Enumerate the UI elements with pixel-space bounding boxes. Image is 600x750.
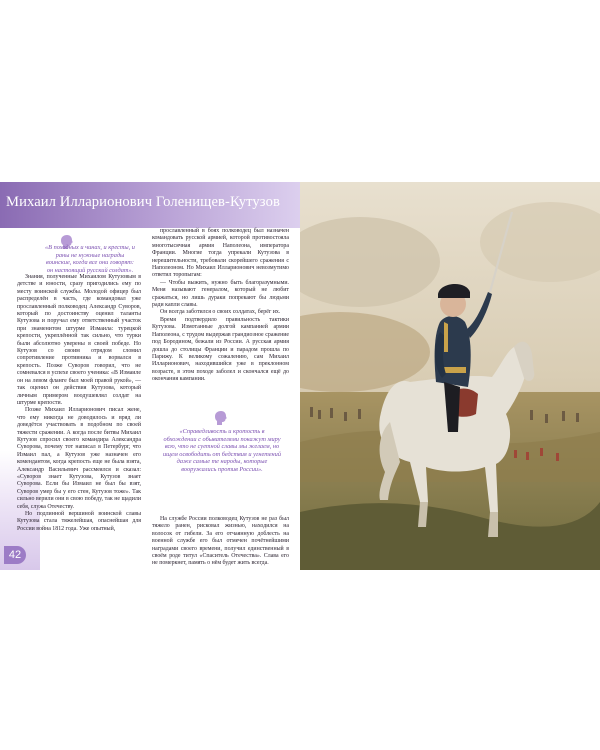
quote-bottom: «Справедливость и кротость в обхождении с обывателями покажут миру всю, что не суетной славы мы желаем, но ищем освободить от бедствия и угнетений даже самые те народы, которые вооружались против России». <box>163 428 281 473</box>
paragraph: Но подлинной вершиной воинской славы Кутузова стала тяжелейшая, опаснейшая для России война 1812 года. Уже опытный, <box>17 511 141 532</box>
paragraph: На службе России полководец Кутузов не раз был тяжело ранен, рисковал жизнью, находился на волосок от гибели. За его отчаянную доблесть на военной службе его был отмечен почётнейшими наградами своего времени, получил единственный в своём роде титул «Спаситель Отечества». Слава его не померкнет, память о нём будет жить всегда. <box>152 516 289 567</box>
paragraph: Он всегда заботился о своих солдатах, берёг их. <box>160 309 281 316</box>
silhouette-head-icon <box>214 410 228 426</box>
title-band <box>0 182 300 228</box>
page-title: Михаил Илларионович Голенищев-Кутузов <box>6 194 280 210</box>
left-page <box>0 228 300 570</box>
kutuzov-on-horse-painting <box>300 182 600 570</box>
paragraph: Позже Михаил Илларионович писал жене, что ему никогда не доводилось и вряд ли доведётся участвовать в подобном по своей тяжести сражении. А когда после битвы Михаил Кутузов спросил своего командира Александра Суворова, почему тот написал в Петербург, что Измаил пал, а Кутузов уже назначен его комендантом, когда крепость еще не была взята, Александр Васильевич рассмеялся и сказал: «Суворов знает Кутузова, Кутузов знает Суворова. Если бы Измаил не был бы взят, Суворов умер бы у его стен, Кутузов тоже». Так сильно верили они в свою победу, так не щадили себя, служа Отечеству. <box>17 407 141 510</box>
paragraph: — Чтобы выжить, нужно быть благоразумными. Меня называют генералом, который не любит сражаться, но лишь дураки попрекают бы людьми ради капли славы. <box>152 279 289 309</box>
paragraph: Знания, полученные Михаилом Кутузовым в детстве и юности, сразу пригодились ему по месту воинской службы. Молодой офицер был распределён в часть, где командовал уже прославленный полководец Александр Суворов, который по достоинству оценил таланты Кутузова и поручал ему ответственный участок при знаменитом штурме Измаила: турецкой крепости, укреплённой так сильно, что турки были абсолютно уверены в своей победе. Но Кутузов со своим отрядом сломил сопротивление противника и ворвался в крепость. Позже Суворов говорил, что не сомневался в успехе своего ученика: «В Измаиле он на левом фланге был моей правой рукой», — так оценил он действия Кутузова, который личным примером воодушевлял солдат на штурме крепости. <box>17 274 141 406</box>
page-number: 42 <box>4 546 26 564</box>
text-column-2-top <box>152 228 289 384</box>
book-spread <box>0 182 600 570</box>
text-column-1 <box>17 274 141 533</box>
paragraph: Время подтвердило правильность тактики Кутузова. Измотанные долгой кампанией армии Наполеона, с трудом выдержав грандиозное сражение под Бородином, бежали из России. А русская армия дошла до столицы Франции и парадом прошла по Парижу. К великому сожалению, сам Михаил Илларионович, находившийся уже в преклонном возрасте, в этом походе заболел и скончался ещё до окончания кампании. <box>152 316 289 383</box>
quote-top: «В походных и чинах, и кресты, и раны не нужные награды воинские, когда все они говорят: он настоящий русский солдат». <box>45 244 135 274</box>
text-column-2-bottom <box>152 516 289 568</box>
paragraph: прославленный в боях полководец был назначен командовать русской армией, которой противостояла многотысячная армия Наполеона, императора Франции. Многие тогда упрекали Кутузова в нерешительности, требовали скорейшего сражения с Наполеоном. Но Михаил Илларионович невозмутимо ответил торопыгам: <box>152 228 289 279</box>
